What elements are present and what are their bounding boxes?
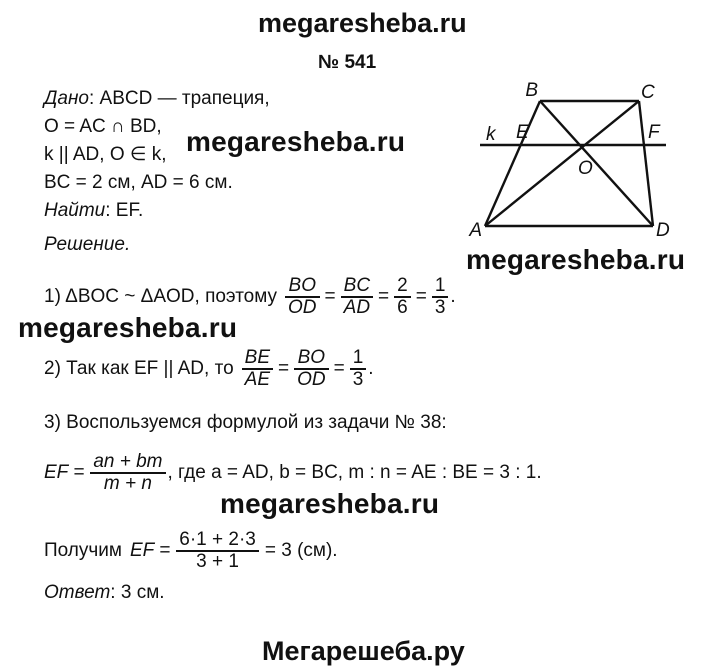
fraction-num: 2 [397,275,408,296]
fraction-num: BC [343,275,371,296]
label-f: F [648,122,660,143]
step-3: 3) Воспользуемся формулой из задачи № 38: [44,412,447,433]
solution-label: Решение. [44,234,131,255]
find-text: : EF. [105,200,144,221]
diagonal-bd [540,101,653,226]
equals-sign: = [278,358,290,379]
fraction-den: 3 [350,368,367,390]
label-e: E [516,122,529,143]
fraction-den: OD [294,368,329,390]
fraction [285,276,320,318]
fraction-num: 1 [434,275,446,296]
find-label: Найти [44,200,106,221]
step-1-end: . [450,286,456,307]
label-o: O [578,158,593,179]
find-line [44,200,143,222]
trapezoid-figure [460,80,700,240]
fraction [432,276,449,318]
answer-label: Ответ [44,582,111,603]
site-footer: Мегарешеба.ру [262,636,465,666]
diagonal-ac [485,101,639,226]
fraction [394,276,411,318]
step-2 [44,348,374,390]
watermark: megaresheba.ru [18,312,238,343]
result-prefix: Получим [44,540,122,561]
result-line [44,530,338,572]
fraction-den: 3 [432,296,449,318]
result-lhs: EF = [129,540,171,561]
label-c: C [641,82,655,103]
given-line-1 [44,88,270,110]
given-line-4: BC = 2 см, AD = 6 см. [44,172,233,193]
fraction-num: BE [244,347,270,368]
fraction-den: 3 + 1 [176,550,259,572]
site-header: megaresheba.ru [258,8,467,38]
fraction-num: BO [288,275,316,296]
given-line-3: k || AD, O ∈ k, [44,144,167,165]
fraction [294,348,329,390]
formula-lhs: EF = [44,462,85,483]
fraction-num: an + bm [93,451,163,472]
fraction-den: m + n [90,472,165,494]
label-a: A [469,220,482,240]
fraction-den: AD [341,296,373,318]
fraction [90,452,165,494]
step-2-text: 2) Так как EF || AD, то [44,358,234,379]
equals-sign: = [415,286,427,307]
watermark: megaresheba.ru [466,244,686,275]
watermark: megaresheba.ru [186,126,406,157]
fraction-den: OD [285,296,320,318]
watermark: megaresheba.ru [220,488,440,519]
formula-rest: , где a = AD, b = BC, m : n = AE : BE = 3 : 1. [167,462,542,483]
label-d: D [656,220,670,240]
answer-text: : 3 см. [110,582,165,603]
fraction-den: AE [242,368,273,390]
result-rest: = 3 (см). [264,540,338,561]
fraction [350,348,367,390]
answer-line [44,582,165,604]
fraction [176,530,259,572]
equals-sign: = [378,286,390,307]
fraction [341,276,373,318]
side-ab [485,101,540,226]
given-label: Дано [44,88,89,109]
side-cd [639,101,653,226]
given-text-1: : ABCD — трапеция, [88,88,270,109]
fraction-num: 1 [352,347,364,368]
fraction [242,348,273,390]
fraction-num: BO [297,347,326,368]
equals-sign: = [333,358,345,379]
label-b: B [525,80,538,101]
step-2-end: . [368,358,374,379]
fraction-den: 6 [394,296,411,318]
step-1-text: 1) ΔBOC ~ ΔAOD, поэтому [44,286,278,307]
problem-number: № 541 [318,52,377,73]
fraction-num: 6·1 + 2·3 [179,529,256,550]
equals-sign: = [324,286,336,307]
given-line-2: O = AC ∩ BD, [44,116,162,137]
label-k: k [486,124,496,145]
